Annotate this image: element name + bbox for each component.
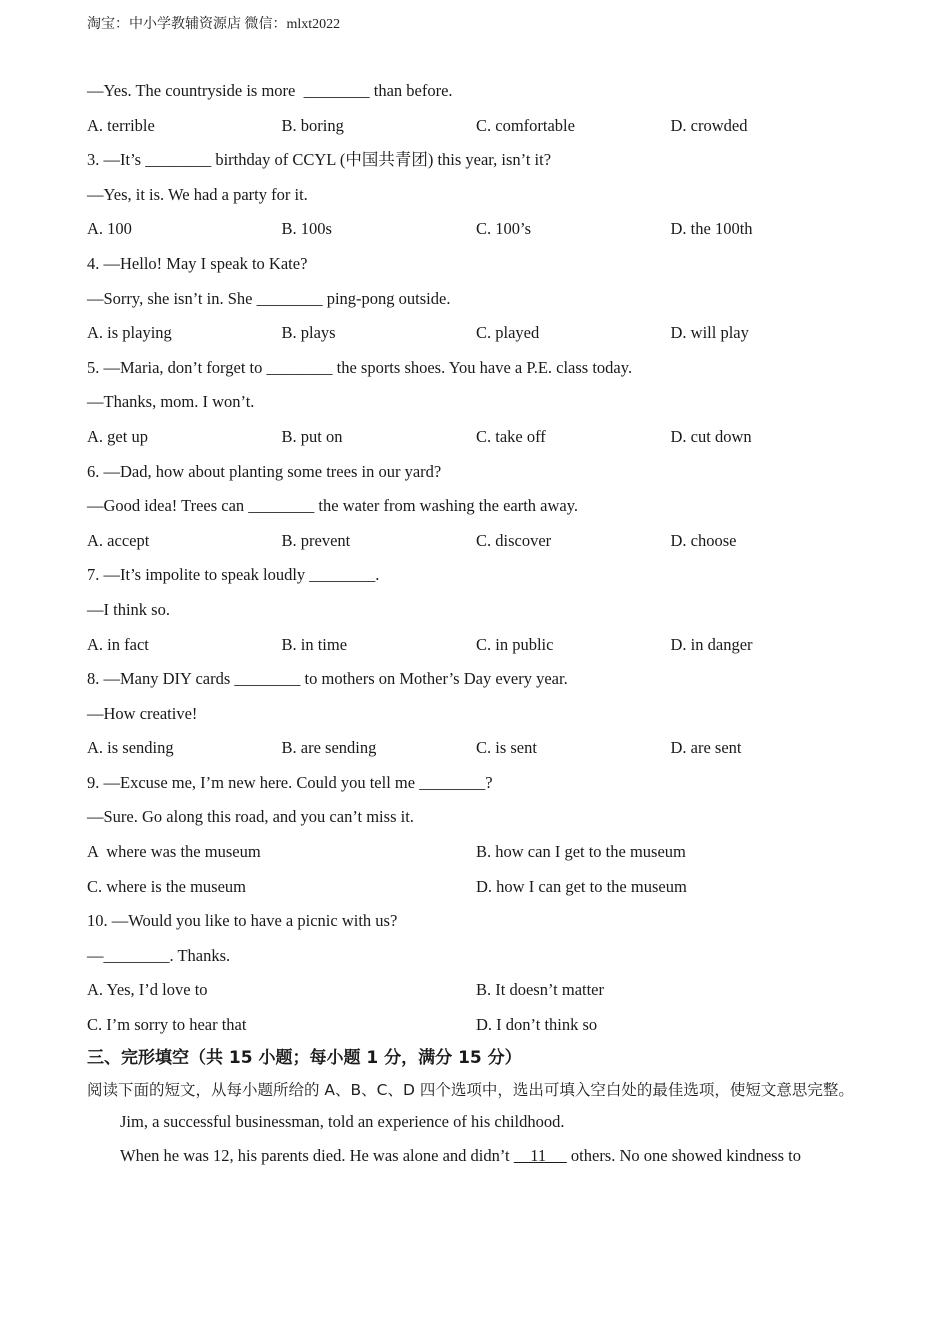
- q10-stem: 10. —Would you like to have a picnic with us?: [87, 911, 398, 931]
- q8-option-c[interactable]: C. is sent: [476, 738, 537, 758]
- paragraph-2-text-after: others. No one showed kindness to: [566, 1146, 801, 1166]
- q2-option-a[interactable]: A. terrible: [87, 115, 155, 135]
- q9-option-c[interactable]: C. where is the museum: [87, 876, 247, 896]
- passage-paragraph-1: Jim, a successful businessman, told an experience of his childhood.: [120, 1111, 565, 1131]
- q6-option-b[interactable]: B. prevent: [281, 530, 351, 550]
- q5-reply: —Thanks, mom. I won’t.: [87, 392, 255, 412]
- q4-option-b[interactable]: B. plays: [281, 323, 336, 343]
- paragraph-2-text-before: When he was 12, his parents died. He was alone and didn’t: [120, 1146, 514, 1166]
- q4-stem: 4. —Hello! May I speak to Kate?: [87, 253, 308, 273]
- q6-option-c[interactable]: C. discover: [476, 530, 552, 550]
- q10-option-d[interactable]: D. I don’t think so: [476, 1015, 598, 1035]
- q7-option-d[interactable]: D. in danger: [670, 634, 753, 654]
- q9-option-a[interactable]: A where was the museum: [87, 842, 261, 862]
- q8-reply: —How creative!: [87, 703, 198, 723]
- q2-option-b[interactable]: B. boring: [281, 115, 344, 135]
- blank-11[interactable]: 11: [513, 1146, 567, 1166]
- q5-option-c[interactable]: C. take off: [476, 426, 546, 446]
- exam-content: [87, 79, 877, 1179]
- q10-option-a[interactable]: A. Yes, I’d love to: [87, 980, 208, 1000]
- q5-stem: 5. —Maria, don’t forget to ________ the sports shoes. You have a P.E. class today.: [87, 357, 633, 377]
- q7-option-c[interactable]: C. in public: [476, 634, 554, 654]
- q10-options-row2: [87, 1013, 877, 1048]
- q3-option-c[interactable]: C. 100’s: [476, 219, 532, 239]
- q10-option-c[interactable]: C. I’m sorry to hear that: [87, 1015, 247, 1035]
- q2-option-c[interactable]: C. comfortable: [476, 115, 575, 135]
- section-3-instructions: 阅读下面的短文，从每小题所给的 A、B、C、D 四个选项中，选出可填入空白处的最佳选项，使短文意思完整。: [87, 1080, 854, 1099]
- q4-options: [87, 321, 877, 356]
- q8-option-b[interactable]: B. are sending: [281, 738, 377, 758]
- q3-option-b[interactable]: B. 100s: [281, 219, 332, 239]
- q3-option-a[interactable]: A. 100: [87, 219, 132, 239]
- q9-stem: 9. —Excuse me, I’m new here. Could you tell me ________?: [87, 772, 493, 792]
- q6-stem: 6. —Dad, how about planting some trees in our yard?: [87, 461, 442, 481]
- q7-stem: 7. —It’s impolite to speak loudly ________.: [87, 565, 380, 585]
- q8-stem: 8. —Many DIY cards ________ to mothers on Mother’s Day every year.: [87, 669, 568, 689]
- q4-reply: —Sorry, she isn’t in. She ________ ping-pong outside.: [87, 288, 451, 308]
- q10-reply: —________. Thanks.: [87, 945, 231, 965]
- page-header: 淘宝：中小学教辅资源店 微信：mlxt2022: [87, 17, 341, 32]
- q2-options: [87, 114, 877, 149]
- q3-options: [87, 217, 877, 252]
- q4-option-d[interactable]: D. will play: [670, 323, 749, 343]
- q3-option-d[interactable]: D. the 100th: [670, 219, 753, 239]
- q7-option-b[interactable]: B. in time: [281, 634, 348, 654]
- q6-option-d[interactable]: D. choose: [670, 530, 737, 550]
- section-3-title: 三、完形填空（共 15 小题；每小题 1 分，满分 15 分）: [87, 1047, 522, 1068]
- q2-option-d[interactable]: D. crowded: [670, 115, 748, 135]
- q8-options: [87, 736, 877, 771]
- q7-reply: —I think so.: [87, 599, 170, 619]
- q3-reply: —Yes, it is. We had a party for it.: [87, 184, 308, 204]
- q2-answer-line: —Yes. The countryside is more ________ than before.: [87, 81, 453, 100]
- q7-option-a[interactable]: A. in fact: [87, 634, 149, 654]
- q6-reply: —Good idea! Trees can ________ the water from washing the earth away.: [87, 496, 579, 516]
- q9-options-row1: [87, 840, 877, 875]
- q5-options: [87, 425, 877, 460]
- q4-option-a[interactable]: A. is playing: [87, 323, 172, 343]
- passage-paragraph-2: [87, 1144, 877, 1179]
- q9-option-d[interactable]: D. how I can get to the museum: [476, 876, 687, 896]
- q9-reply: —Sure. Go along this road, and you can’t miss it.: [87, 807, 414, 827]
- q6-option-a[interactable]: A. accept: [87, 530, 150, 550]
- q10-options-row1: [87, 978, 877, 1013]
- q5-option-a[interactable]: A. get up: [87, 426, 148, 446]
- q5-option-d[interactable]: D. cut down: [670, 426, 752, 446]
- q3-stem: 3. —It’s ________ birthday of CCYL (中国共青团) this year, isn’t it?: [87, 150, 552, 170]
- q9-option-b[interactable]: B. how can I get to the museum: [476, 842, 686, 862]
- q7-options: [87, 633, 877, 668]
- q4-option-c[interactable]: C. played: [476, 323, 540, 343]
- q8-option-d[interactable]: D. are sent: [670, 738, 742, 758]
- q5-option-b[interactable]: B. put on: [281, 426, 343, 446]
- q6-options: [87, 529, 877, 564]
- q8-option-a[interactable]: A. is sending: [87, 738, 174, 758]
- q9-options-row2: [87, 875, 877, 910]
- q10-option-b[interactable]: B. It doesn’t matter: [476, 980, 605, 1000]
